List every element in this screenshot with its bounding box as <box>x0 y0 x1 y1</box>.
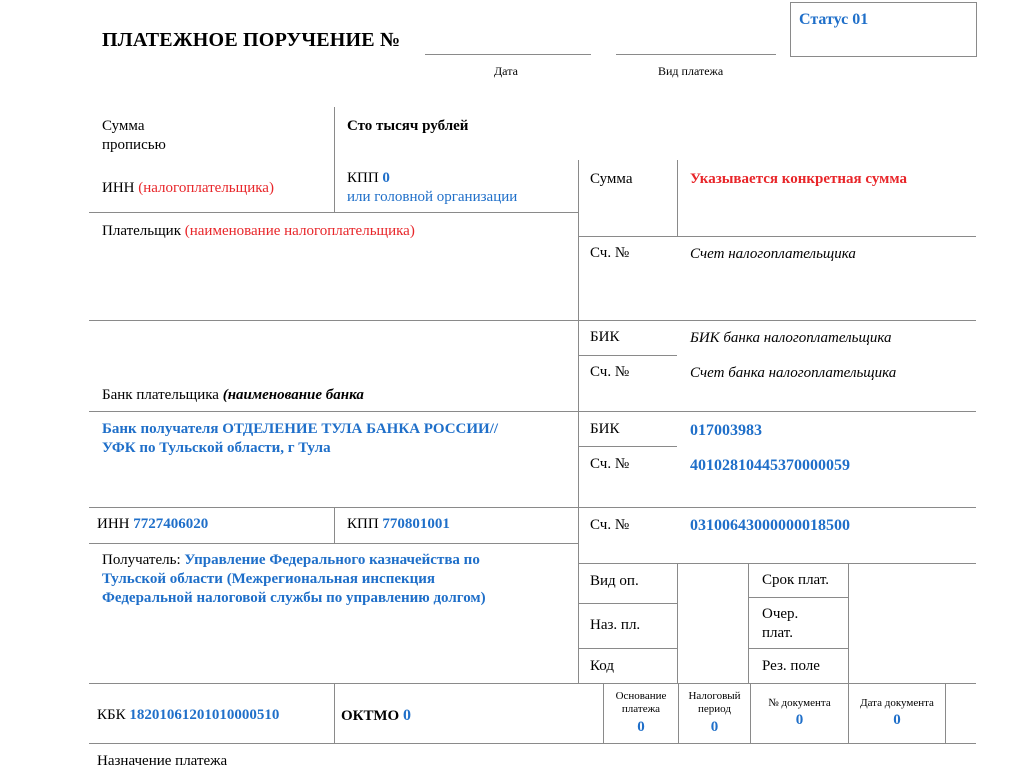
recipient-bank-value-2[interactable]: УФК по Тульской области, г Тула <box>102 440 331 456</box>
payer-bank-row <box>102 386 364 405</box>
payment-basis-label <box>604 690 678 716</box>
payment-priority-label-2: плат. <box>762 625 793 641</box>
recipient-bank-row <box>102 420 498 439</box>
payer-name-row <box>102 222 415 241</box>
payer-bank-account-label: Сч. № <box>590 364 630 380</box>
divider <box>677 563 678 683</box>
oktmo-value[interactable]: 0 <box>402 707 411 724</box>
status-value: Статус 01 <box>799 11 869 28</box>
tax-period-value[interactable]: 0 <box>710 719 719 735</box>
payer-kpp-note: или головной организации <box>347 189 518 205</box>
kbk-value[interactable]: 18201061201010000510 <box>129 707 280 723</box>
document-date-label: Дата документа <box>860 697 934 709</box>
payment-type-field-line[interactable] <box>616 54 776 55</box>
recipient-bank-account-value[interactable]: 40102810445370000059 <box>690 457 850 474</box>
recipient-inn-row <box>97 515 208 534</box>
recipient-account-value[interactable]: 03100643000000018500 <box>690 517 850 534</box>
divider <box>578 563 976 564</box>
payer-inn-row <box>102 179 274 198</box>
payer-kpp-label: КПП <box>347 170 379 186</box>
kbk-row <box>97 706 279 725</box>
payment-basis-label-1: Основание <box>615 690 667 702</box>
recipient-bank-account-label: Сч. № <box>590 456 630 472</box>
divider <box>578 603 677 604</box>
payer-bank-account-value[interactable]: Счет банка налогоплательщика <box>690 365 897 381</box>
payer-bank-label: Банк плательщика <box>102 387 219 403</box>
payer-bank-bik-label: БИК <box>590 329 620 345</box>
divider <box>89 543 578 544</box>
divider <box>334 507 335 543</box>
recipient-name-value[interactable]: Управление Федерального казначейства по <box>184 552 480 568</box>
divider <box>848 563 849 683</box>
recipient-account-label: Сч. № <box>590 517 630 533</box>
divider <box>748 563 749 683</box>
recipient-kpp-row <box>347 515 450 534</box>
payer-inn-value[interactable]: (налогоплательщика) <box>138 180 274 196</box>
document-number-value[interactable]: 0 <box>795 712 804 728</box>
oktmo-label: ОКТМО <box>341 708 400 724</box>
payer-name-value[interactable]: (наименование налогоплательщика) <box>184 223 415 239</box>
payer-bank-bik-value[interactable]: БИК банка налогоплательщика <box>690 330 892 346</box>
reserve-field-label: Рез. поле <box>762 658 820 674</box>
payment-type-caption: Вид платежа <box>658 64 724 78</box>
divider <box>578 563 579 683</box>
divider <box>89 507 976 508</box>
payer-name-label: Плательщик <box>102 223 181 239</box>
divider <box>578 160 579 563</box>
payment-purpose-label: Назначение платежа <box>97 753 228 769</box>
divider <box>578 236 976 237</box>
tax-period-label-2: период <box>698 703 731 715</box>
divider <box>748 648 848 649</box>
tax-period-label <box>679 690 750 716</box>
recipient-kpp-value[interactable]: 770801001 <box>382 516 450 532</box>
recipient-name-value-3[interactable]: Федеральной налоговой службы по управлению долгом) <box>102 590 486 606</box>
code-label: Код <box>590 658 614 674</box>
divider <box>945 683 946 743</box>
form-title: ПЛАТЕЖНОЕ ПОРУЧЕНИЕ № <box>102 29 401 51</box>
recipient-bank-value[interactable]: ОТДЕЛЕНИЕ ТУЛА БАНКА РОССИИ// <box>222 421 499 437</box>
divider <box>578 648 677 649</box>
payer-kpp-value[interactable]: 0 <box>382 170 390 186</box>
recipient-name-row <box>102 551 480 570</box>
divider <box>748 597 848 598</box>
divider <box>89 683 976 684</box>
sum-words-value[interactable]: Сто тысяч рублей <box>347 118 469 134</box>
divider <box>89 320 976 321</box>
divider <box>334 683 335 743</box>
sum-words-label: Сумма <box>102 118 145 134</box>
recipient-name-label: Получатель: <box>102 552 181 568</box>
divider <box>89 411 976 412</box>
date-field-line[interactable] <box>425 54 591 55</box>
payer-account-value[interactable]: Счет налогоплательщика <box>690 246 856 262</box>
payer-bank-value[interactable]: (наименование банка <box>222 387 364 403</box>
recipient-bik-value[interactable]: 017003983 <box>690 422 762 439</box>
recipient-kpp-label: КПП <box>347 516 379 532</box>
payment-basis-value[interactable]: 0 <box>637 719 645 735</box>
recipient-inn-value[interactable]: 7727406020 <box>133 516 209 532</box>
recipient-bik-label: БИК <box>590 421 620 437</box>
divider <box>578 355 677 356</box>
document-number-label: № документа <box>768 697 831 709</box>
sum-words-label-2: прописью <box>102 137 166 153</box>
divider <box>677 160 678 236</box>
payer-kpp-row <box>347 169 390 188</box>
recipient-name-value-2[interactable]: Тульской области (Межрегиональная инспекция <box>102 571 436 587</box>
tax-period-label-1: Налоговый <box>688 690 741 702</box>
payment-priority-label: Очер. <box>762 606 799 622</box>
payer-inn-label: ИНН <box>102 180 135 196</box>
divider <box>334 107 335 212</box>
payment-purpose-code-label: Наз. пл. <box>590 617 641 633</box>
divider <box>89 212 578 213</box>
sum-value[interactable]: Указывается конкретная сумма <box>690 171 907 187</box>
divider <box>578 446 677 447</box>
payment-basis-label-2: платежа <box>621 703 661 715</box>
operation-type-label: Вид оп. <box>590 573 639 589</box>
document-date-value[interactable]: 0 <box>893 712 901 728</box>
recipient-bank-label: Банк получателя <box>102 421 219 437</box>
payment-term-label: Срок плат. <box>762 572 830 588</box>
kbk-label: КБК <box>97 707 126 723</box>
oktmo-row <box>341 706 411 726</box>
payer-account-label: Сч. № <box>590 245 630 261</box>
date-caption: Дата <box>494 64 518 78</box>
recipient-inn-label: ИНН <box>97 516 130 532</box>
sum-label: Сумма <box>590 171 633 187</box>
divider <box>89 743 976 744</box>
